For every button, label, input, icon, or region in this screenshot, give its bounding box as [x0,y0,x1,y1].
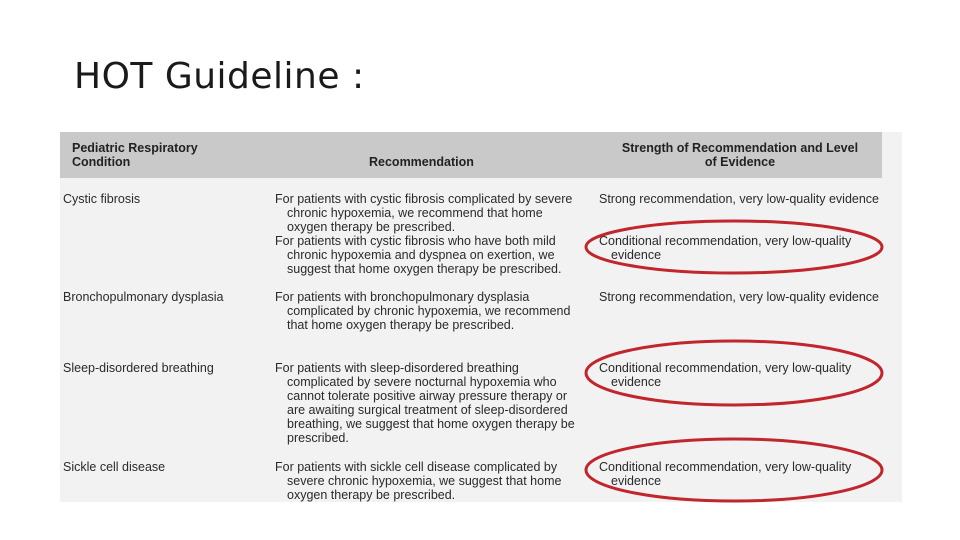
strength-text: Conditional recommendation, very low-quality evidence [599,234,852,262]
strength-text: Strong recommendation, very low-quality evidence [599,192,879,206]
table-header [60,132,882,178]
row-strength [599,192,889,262]
row-recommendation [275,192,585,276]
slide-title: HOT Guideline : [74,56,365,97]
header-recommendation: Recommendation [369,155,474,169]
row-recommendation [275,460,585,502]
row-recommendation [275,290,585,332]
recommendation-text: For patients with bronchopulmonary dysplasia complicated by chronic hypoxemia, we recommend that home oxygen therapy be prescribed. [275,290,571,332]
row-strength [599,361,889,389]
row-condition: Sickle cell disease [63,460,166,474]
strength-text: Conditional recommendation, very low-quality evidence [599,460,852,488]
recommendation-text: For patients with cystic fibrosis complicated by severe chronic hypoxemia, we recommend that home oxygen therapy be prescribed. [275,192,573,234]
recommendation-text: For patients with sickle cell disease complicated by severe chronic hypoxemia, we suggest that home oxygen therapy be prescribed. [275,460,562,502]
row-condition: Sleep-disordered breathing [63,361,214,375]
recommendation-text: For patients with sleep-disordered breathing complicated by severe nocturnal hypoxemia who cannot tolerate positive airway pressure therapy or are awaiting surgical treatment of sleep-disordered breathing, we suggest that home oxygen therapy be prescribed. [275,361,575,445]
strength-text: Conditional recommendation, very low-quality evidence [599,361,852,389]
header-condition: Pediatric Respiratory Condition [72,141,198,169]
strength-text: Strong recommendation, very low-quality evidence [599,290,879,304]
guideline-table [60,132,902,502]
row-condition: Bronchopulmonary dysplasia [63,290,224,304]
row-recommendation [275,361,585,445]
recommendation-text: For patients with cystic fibrosis who have both mild chronic hypoxemia and dyspnea on exertion, we suggest that home oxygen therapy be prescribed. [275,234,562,276]
header-strength: Strength of Recommendation and Level of Evidence [621,141,859,169]
row-strength [599,460,889,488]
row-strength [599,290,889,304]
row-condition: Cystic fibrosis [63,192,141,206]
